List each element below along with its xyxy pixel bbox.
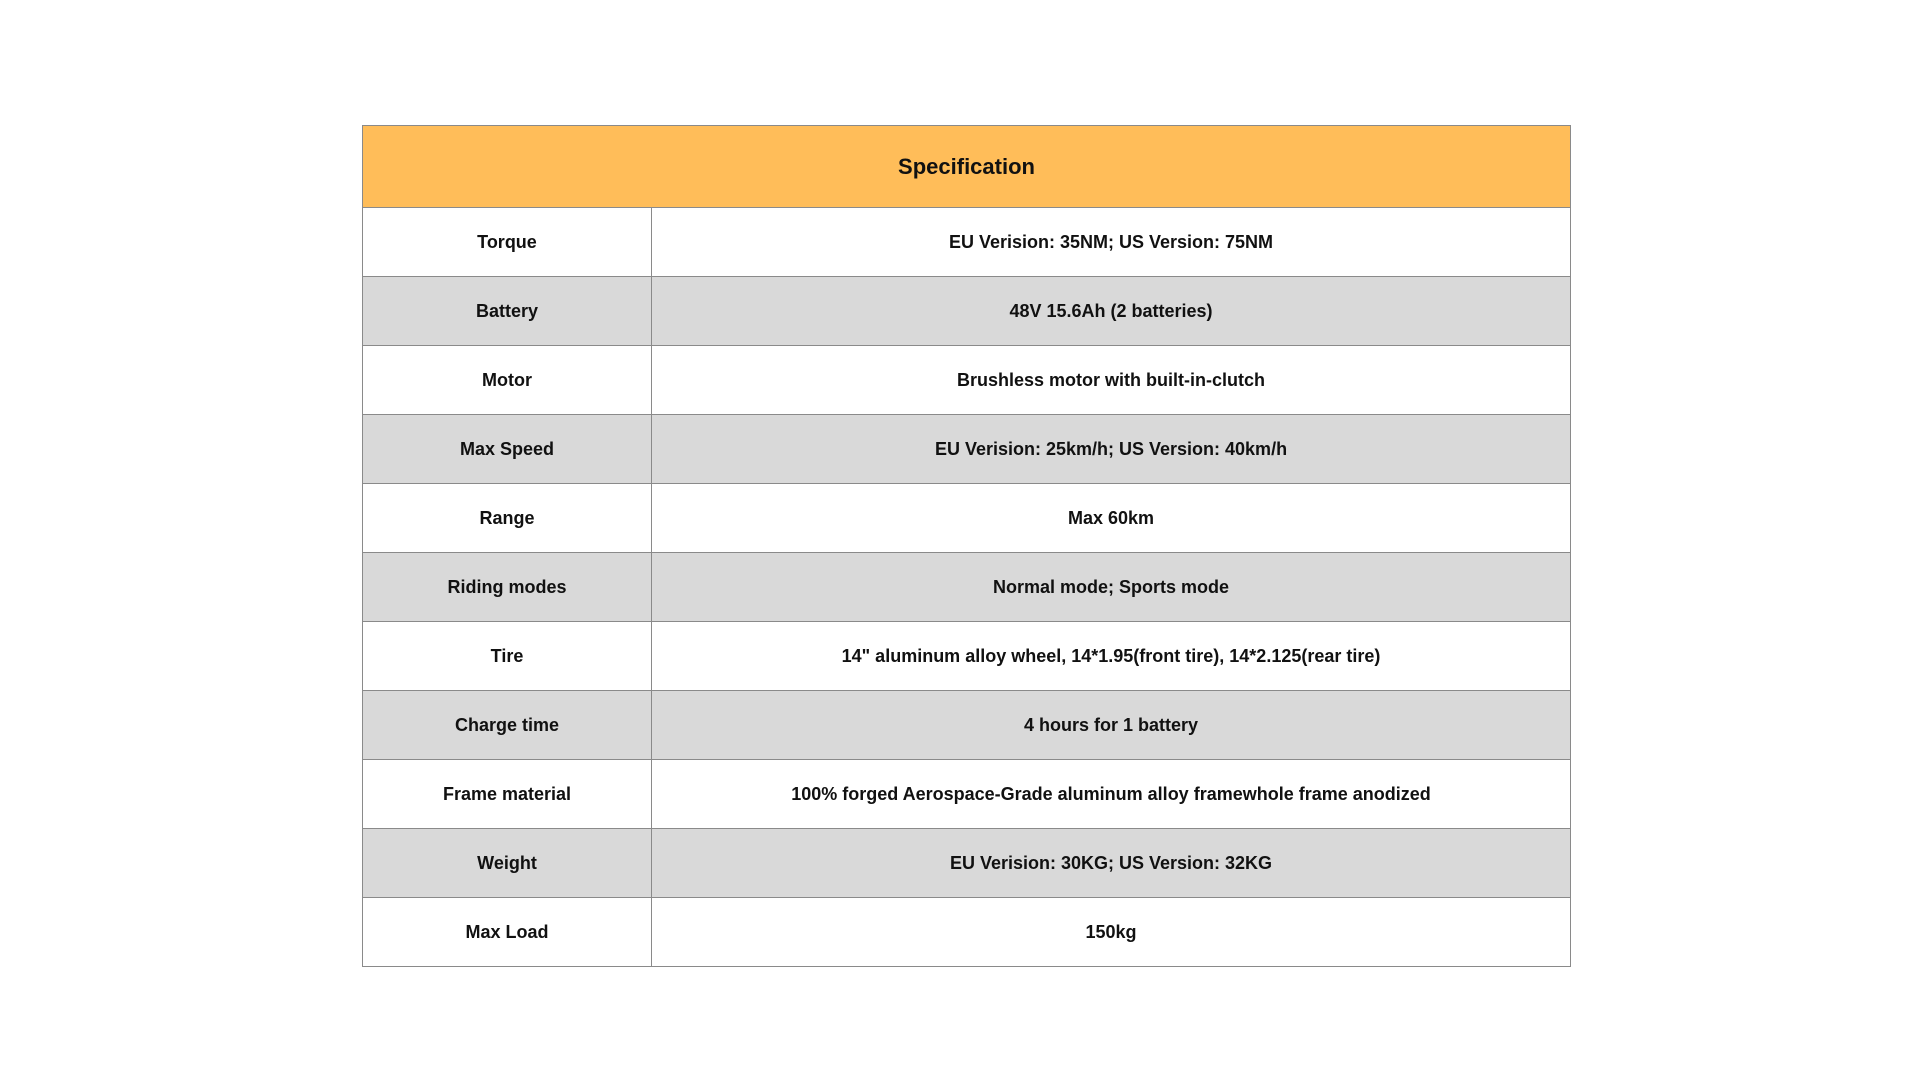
table-row: [363, 277, 1571, 346]
spec-value: EU Verision: 25km/h; US Version: 40km/h: [652, 415, 1571, 484]
spec-value: EU Verision: 35NM; US Version: 75NM: [652, 208, 1571, 277]
spec-label: Riding modes: [363, 553, 652, 622]
spec-value: 4 hours for 1 battery: [652, 691, 1571, 760]
table-row: [363, 691, 1571, 760]
spec-label: Max Speed: [363, 415, 652, 484]
spec-label: Weight: [363, 829, 652, 898]
table-row: [363, 622, 1571, 691]
table-row: [363, 415, 1571, 484]
table-row: [363, 898, 1571, 967]
spec-label: Motor: [363, 346, 652, 415]
specification-table: [362, 125, 1571, 967]
spec-value: Max 60km: [652, 484, 1571, 553]
spec-value: Normal mode; Sports mode: [652, 553, 1571, 622]
spec-value: Brushless motor with built-in-clutch: [652, 346, 1571, 415]
spec-label: Torque: [363, 208, 652, 277]
spec-label: Frame material: [363, 760, 652, 829]
spec-value: 48V 15.6Ah (2 batteries): [652, 277, 1571, 346]
table-row: [363, 208, 1571, 277]
table-row: [363, 829, 1571, 898]
table-header-row: [363, 126, 1571, 208]
table-row: [363, 484, 1571, 553]
spec-label: Tire: [363, 622, 652, 691]
spec-label: Max Load: [363, 898, 652, 967]
spec-label: Charge time: [363, 691, 652, 760]
table-title: Specification: [363, 126, 1571, 208]
spec-value: 100% forged Aerospace-Grade aluminum alloy framewhole frame anodized: [652, 760, 1571, 829]
table-row: [363, 346, 1571, 415]
spec-value: 150kg: [652, 898, 1571, 967]
table-row: [363, 553, 1571, 622]
table-row: [363, 760, 1571, 829]
spec-label: Battery: [363, 277, 652, 346]
spec-value: 14" aluminum alloy wheel, 14*1.95(front tire), 14*2.125(rear tire): [652, 622, 1571, 691]
spec-label: Range: [363, 484, 652, 553]
spec-value: EU Verision: 30KG; US Version: 32KG: [652, 829, 1571, 898]
